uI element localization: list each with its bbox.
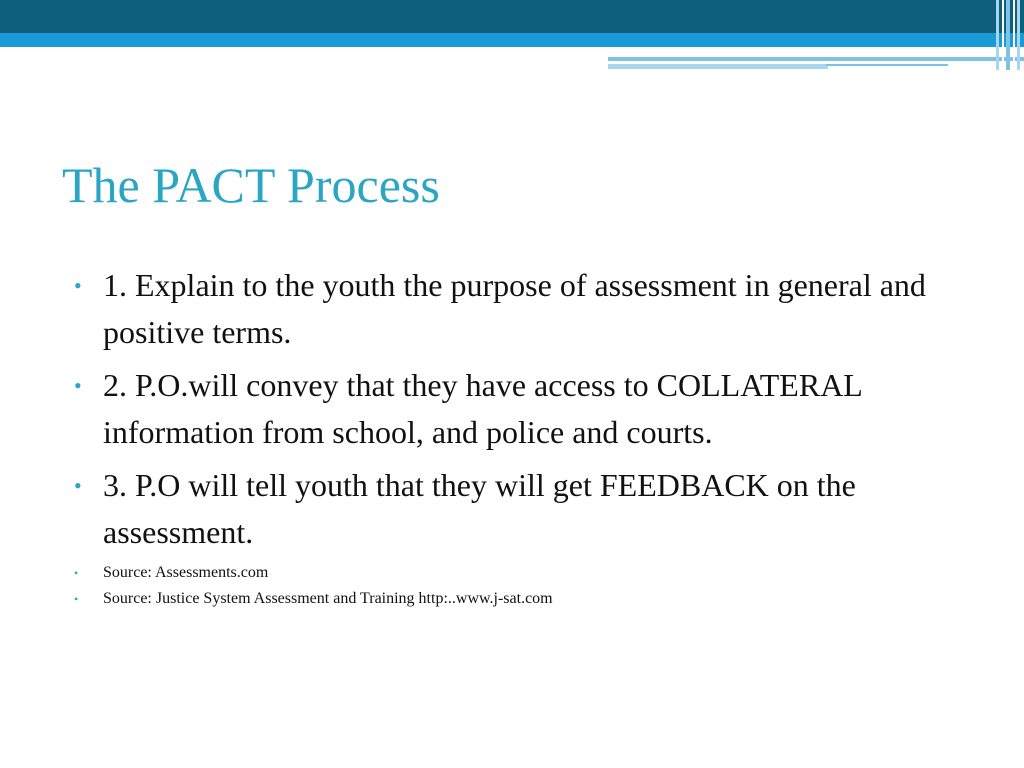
bullet-item xyxy=(74,262,954,356)
slide-title: The PACT Process xyxy=(62,157,440,213)
decor-stripe xyxy=(1013,0,1015,70)
header-accent-white xyxy=(608,47,1024,57)
bullet-icon: • xyxy=(74,373,82,398)
bullet-list xyxy=(74,262,954,614)
bullet-item xyxy=(74,462,954,556)
source-item xyxy=(74,562,954,584)
decor-stripe xyxy=(1002,0,1004,70)
bullet-text: 1. Explain to the youth the purpose of assessment in general and positive terms. xyxy=(103,267,926,350)
header-band-dark xyxy=(0,0,1024,33)
bullet-icon: • xyxy=(74,566,79,580)
bullet-icon: • xyxy=(74,473,82,498)
bullet-icon: • xyxy=(74,273,82,298)
bullet-item xyxy=(74,362,954,456)
source-item xyxy=(74,588,954,610)
header-accent-line xyxy=(608,57,1024,61)
header-accent-line-short xyxy=(608,64,828,69)
source-text: Source: Assessments.com xyxy=(103,564,269,581)
bullet-text: 3. P.O will tell youth that they will get FEEDBACK on the assessment. xyxy=(103,467,856,550)
header-accent-line-thin xyxy=(826,64,948,66)
decor-stripe xyxy=(1017,0,1020,70)
decor-stripe xyxy=(1006,0,1010,70)
source-text: Source: Justice System Assessment and Training http:..www.j-sat.com xyxy=(103,590,553,607)
bullet-text: 2. P.O.will convey that they have access to COLLATERAL information from school, and police and courts. xyxy=(103,367,862,450)
decor-stripe xyxy=(996,0,999,70)
bullet-icon: • xyxy=(74,592,79,606)
header-band-blue xyxy=(0,33,1024,47)
